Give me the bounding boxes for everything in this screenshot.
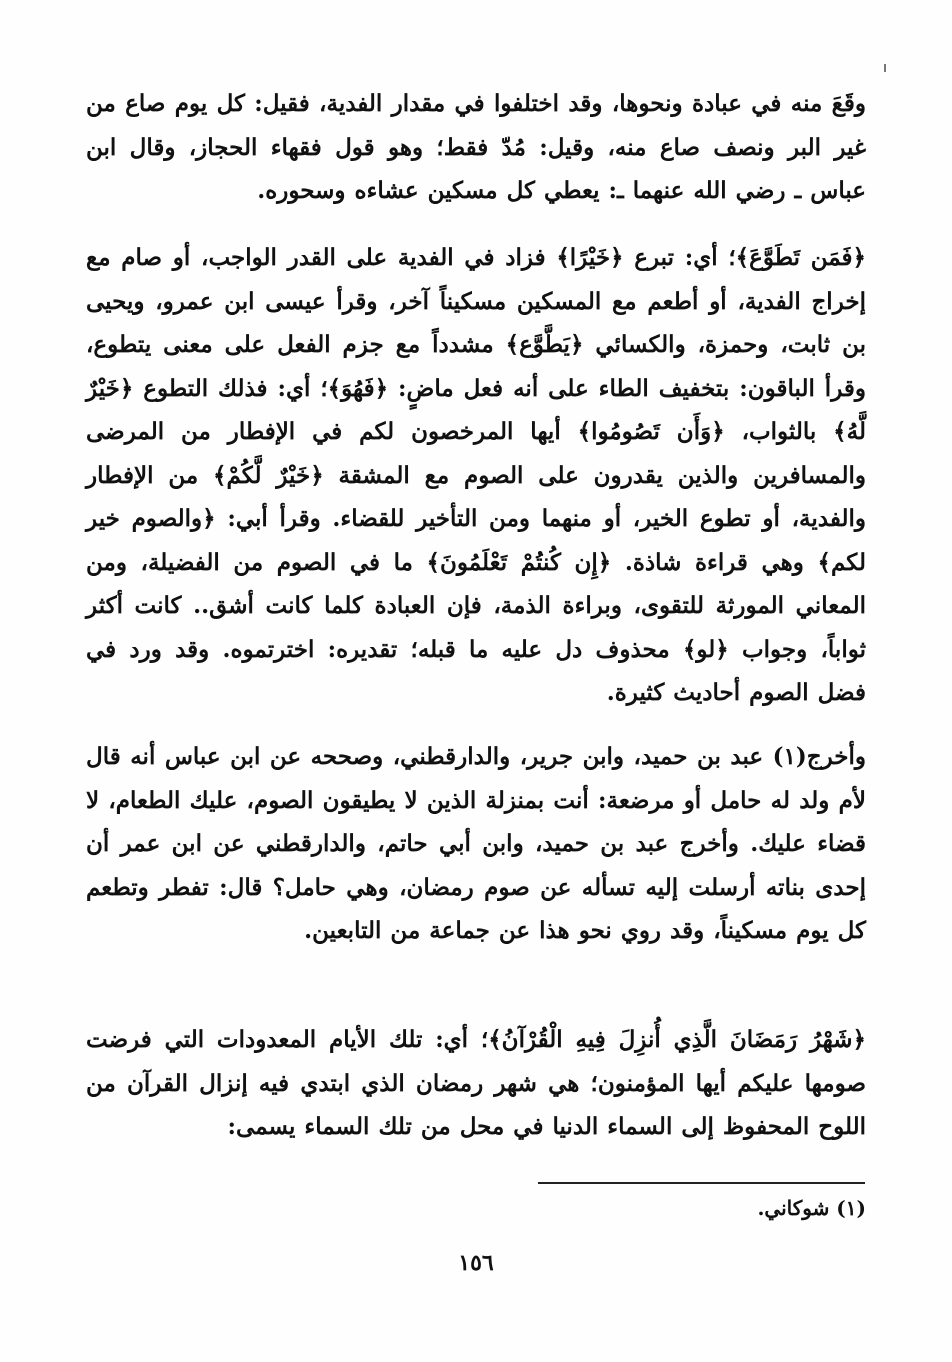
paragraph-fidya: وقَعَ منه في عبادة ونحوها، وقد اختلفوا في مقدار الفدية، فقيل: كل يوم صاع من غير البر ونصف صاع منه، وقيل: مُدّ فقط؛ وهو قول فقهاء الحجاز، وقال ابن عباس ـ رضي الله عنهما ـ: يعطي كل مسكين عشاءه وسحوره. [86,90,866,204]
paragraph-akhraja: وأخرج(١) عبد بن حميد، وابن جرير، والدارقطني، وصححه عن ابن عباس أنه قال لأم ولد له حامل أو مرضعة: أنت بمنزلة الذين لا يطيقون الصوم، عليك الطعام، لا قضاء عليك. وأخرج عبد بن حميد، وابن أبي حاتم، والدارقطني عن ابن عمر أن إحدى بناته أرسلت إليه تسأله عن صوم رمضان، وهي حامل؟ قال: تفطر وتطعم كل يوم مسكيناً، وقد روي نحو هذا عن جماعة من التابعين. [86,743,866,944]
footnote: (١) شوكاني. [757,1196,866,1220]
scan-mark [884,64,886,72]
paragraph-tatawwu: ﴿فَمَن تَطَوَّعَ﴾؛ أي: تبرع ﴿خَيْرًا﴾ فزاد في الفدية على القدر الواجب، أو صام مع إخراج الفدية، أو أطعم مع المسكين مسكيناً آخر، وقرأ عيسى ابن عمرو، ويحيى بن ثابت، وحمزة، والكسائي ﴿يَطَّوَّع﴾ مشدداً مع جزم الفعل على معنى يتطوع، وقرأ الباقون: بتخفيف الطاء على أنه فعل ماضٍ: ﴿فَهُوَ﴾؛ أي: فذلك التطوع ﴿خَيْرٌ لَّهُ﴾ بالثواب، ﴿وَأَن تَصُومُوا﴾ أيها المرخصون لكم في الإفطار من المرضى والمسافرين والذين يقدرون على الصوم مع المشقة ﴿خَيْرٌ لَّكُمْ﴾ من الإفطار والفدية، أو تطوع الخير، أو منهما ومن التأخير للقضاء. وقرأ أبي: ﴿والصوم خير لكم﴾ وهي قراءة شاذة. ﴿إِن كُنتُمْ تَعْلَمُونَ﴾ ما في الصوم من الفضيلة، ومن المعاني المورثة للتقوى، وبراءة الذمة، فإن العبادة كلما كانت أشق.. كانت أكثر ثواباً، وجواب ﴿لو﴾ محذوف دل عليه ما قبله؛ تقديره: اخترتموه. وقد ورد في فضل الصوم أحاديث كثيرة. [86,244,866,706]
footnote-divider [538,1182,865,1184]
page-number: ١٥٦ [458,1250,494,1276]
paragraph-shahr-ramadan: ﴿شَهْرُ رَمَضَانَ الَّذِي أُنزِلَ فِيهِ الْقُرْآنُ﴾؛ أي: تلك الأيام المعدودات التي فرضت صومها عليكم أيها المؤمنون؛ هي شهر رمضان الذي ابتدي فيه إنزال القرآن من اللوح المحفوظ إلى السماء الدنيا في محل من تلك السماء يسمى: [86,1026,866,1140]
